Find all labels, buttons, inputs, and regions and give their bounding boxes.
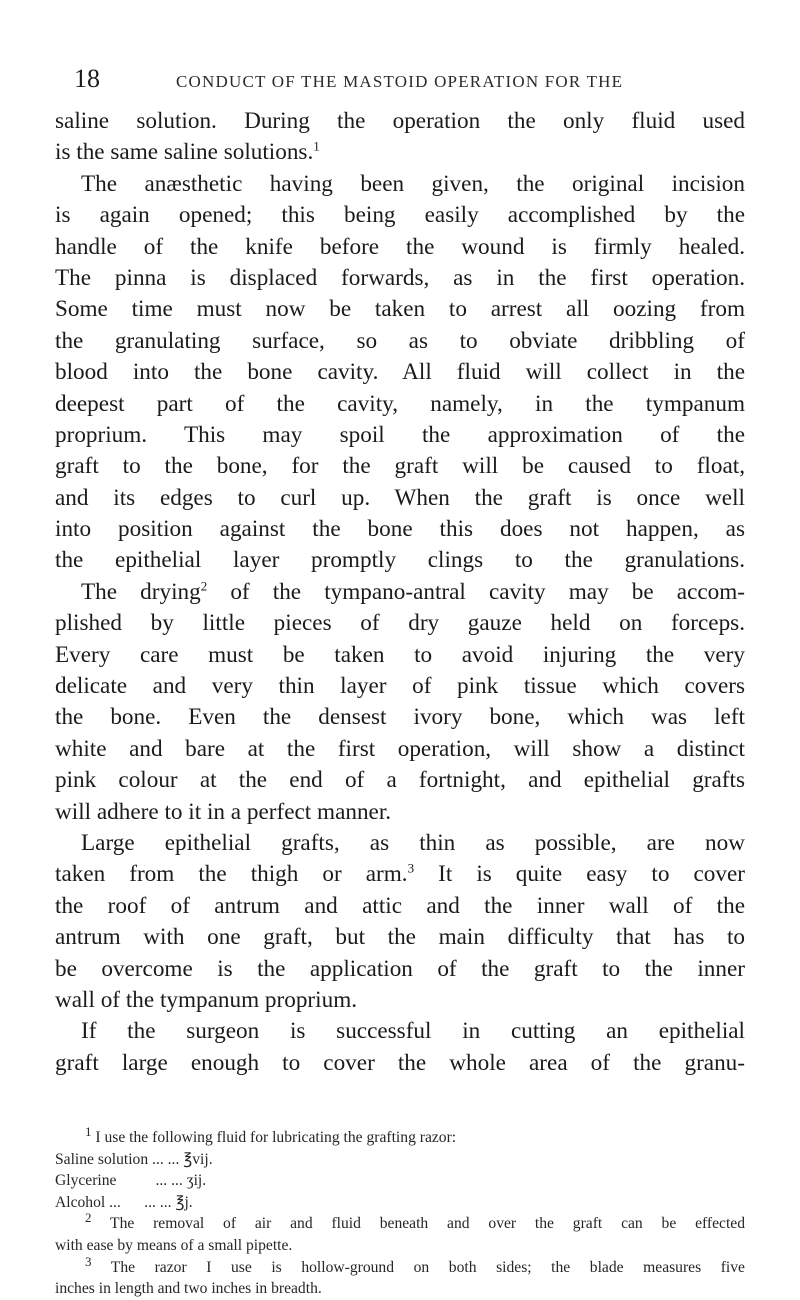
footnote-mark: 3 [85,1253,92,1269]
footnote-mark: 2 [85,1210,92,1226]
footnote-ref: 1 [313,138,320,154]
recipe-row [55,1170,745,1192]
text-line: taken from the thigh or arm.$^3$ It is quite easy to cover [55,860,745,888]
text-line: Some time must now be taken to arrest all oozing from [55,296,745,323]
recipe-ingredient: Glycerine ... ... [55,1172,183,1190]
recipe-quantity: ℥vij. [183,1150,213,1168]
text-line: white and bare at the first operation, will show a distinct [55,735,745,762]
page-number: 18 [74,64,100,93]
footnote-2-cont: with ease by means of a small pipette. [55,1236,293,1254]
footnote-mark: 1 [85,1123,92,1139]
text-line: the granulating surface, so as to obviate dribbling of [55,327,745,354]
body-text [55,106,745,1079]
text-line: will adhere to it in a perfect manner. [55,798,392,825]
recipe-row [55,1149,745,1171]
recipe-quantity: ʒij. [186,1172,207,1190]
footnotes [55,1123,745,1300]
text-line: is again opened; this being easily accomplished by the [55,202,745,229]
text-line: graft to the bone, for the graft will be caused to float, [55,453,745,480]
text-line: handle of the knife before the wound is firmly healed. [55,233,745,260]
footnote-ref: 2 [200,578,208,594]
footnote-1: $^1$ I use the following fluid for lubricating the grafting razor: [85,1123,457,1146]
text-line: Large epithelial grafts, as thin as possible, are now [81,829,745,856]
footnote-3-cont: inches in length and two inches in breadth. [55,1280,322,1298]
text-line: delicate and very thin layer of pink tissue which covers [55,673,745,700]
footnote-2: $^2$ The removal of air and fluid beneath and over the graft can be effected [85,1210,745,1233]
text-line: into position against the bone this does not happen, as [55,516,745,543]
text-line: saline solution. During the operation the only fluid used [55,108,745,134]
text-line: pink colour at the end of a fortnight, and epithelial grafts [55,767,745,794]
text-line: The anæsthetic having been given, the original incision [81,170,745,197]
text-line: the epithelial layer promptly clings to the granulations. [55,547,745,574]
text-line: be overcome is the application of the graft to the inner [55,955,745,982]
text-line: wall of the tympanum proprium. [55,986,358,1013]
text-line: The pinna is displaced forwards, as in the first operation. [55,264,745,291]
text-line: the roof of antrum and attic and the inner wall of the [55,892,745,919]
text-line: is the same saline solutions.$^1$ [55,138,320,166]
text-line: proprium. This may spoil the approximation of the [55,421,745,448]
text-line: Every care must be taken to avoid injuring the very [55,641,745,668]
text-line: If the surgeon is successful in cutting an epithelial [81,1018,745,1045]
text-line: graft large enough to cover the whole area of the granu- [55,1049,745,1076]
text-line: the bone. Even the densest ivory bone, which was left [55,704,745,731]
footnote-3: $^3$ The razor I use is hollow-ground on both sides; the blade measures five [85,1253,745,1276]
recipe-quantity: ℥j. [175,1193,193,1211]
text-line: plished by little pieces of dry gauze held on forceps. [55,610,745,637]
text-line: The drying$^2$ of the tympano-antral cavity may be accom- [81,578,746,605]
running-head: CONDUCT OF THE MASTOID OPERATION FOR THE [176,72,624,91]
recipe-row [55,1192,745,1214]
page-header [74,66,724,96]
text-line: antrum with one graft, but the main difficulty that has to [55,924,745,951]
footnote-ref: 3 [407,860,415,876]
recipe-ingredient: Alcohol ... ... ... [55,1193,172,1211]
text-line: and its edges to curl up. When the graft is once well [55,484,745,511]
text-line: blood into the bone cavity. All fluid will collect in the [55,359,745,386]
text-line: deepest part of the cavity, namely, in the tympanum [55,390,745,417]
recipe-ingredient: Saline solution ... ... [55,1150,180,1168]
